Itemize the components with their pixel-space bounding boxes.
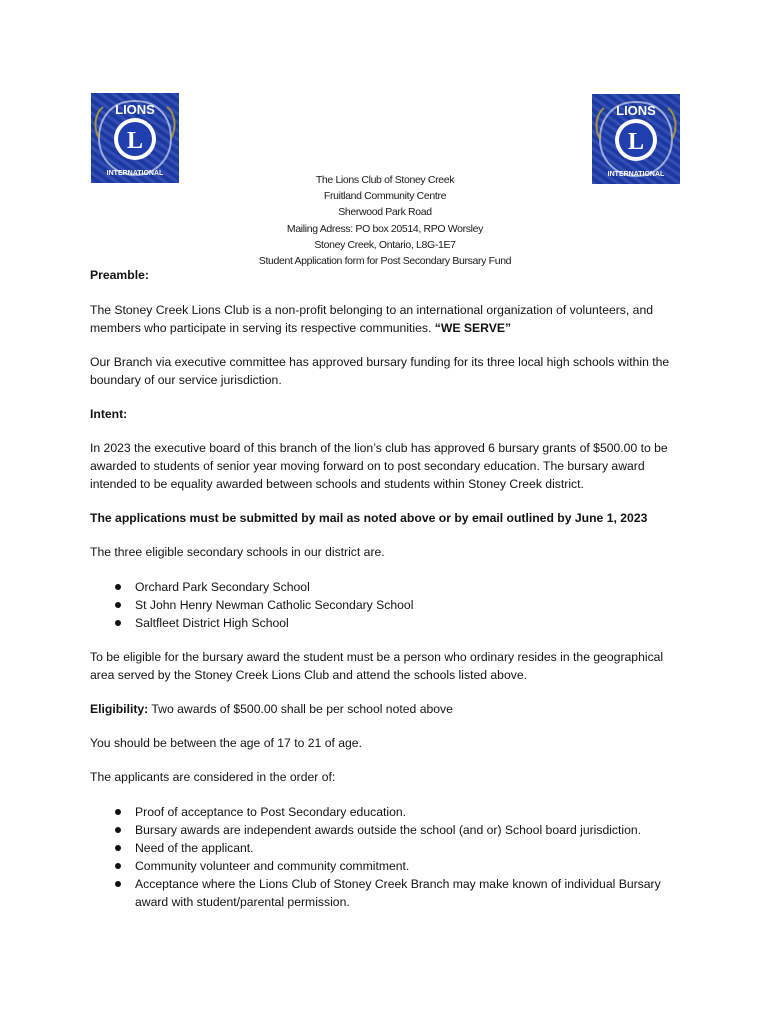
document-body bbox=[90, 266, 690, 911]
header-line-club: The Lions Club of Stoney Creek bbox=[315, 174, 455, 186]
svg-text:INTERNATIONAL: INTERNATIONAL bbox=[106, 170, 164, 177]
eligibility-paragraph bbox=[90, 700, 690, 718]
lions-emblem-icon bbox=[91, 93, 179, 183]
residency-paragraph: To be eligible for the bursary award the student must be a person who ordinary resides in the geographical area served by the Stoney Creek Lions Club and attend the schools listed above. bbox=[90, 650, 664, 682]
list-item: Proof of acceptance to Post Secondary education. bbox=[90, 803, 690, 821]
preamble-paragraph bbox=[90, 301, 690, 337]
eligibility-label: Eligibility: bbox=[90, 702, 149, 716]
motto: “WE SERVE” bbox=[434, 321, 512, 335]
list-item: Need of the applicant. bbox=[90, 839, 690, 857]
order-intro: The applicants are considered in the order of: bbox=[90, 770, 336, 784]
branch-paragraph: Our Branch via executive committee has approved bursary funding for its three local high schools within the boundary of our service jurisdiction. bbox=[90, 355, 670, 387]
list-item: Bursary awards are independent awards outside the school (and or) School board jurisdiction. bbox=[90, 821, 690, 839]
list-item: St John Henry Newman Catholic Secondary School bbox=[90, 596, 690, 614]
intent-heading: Intent: bbox=[90, 407, 128, 421]
criteria-list bbox=[90, 803, 690, 911]
list-item: Saltfleet District High School bbox=[90, 614, 690, 632]
svg-text:LIONS: LIONS bbox=[616, 103, 656, 118]
header-line-venue: Fruitland Community Centre bbox=[323, 190, 447, 203]
svg-text:L: L bbox=[627, 129, 645, 155]
deadline-notice: The applications must be submitted by mail as noted above or by email outlined by June 1, 2023 bbox=[90, 511, 648, 525]
svg-text:LIONS: LIONS bbox=[115, 102, 155, 117]
preamble-text: The Stoney Creek Lions Club is a non-profit belonging to an international organization of volunteers, and members who participate in serving its respective communities. bbox=[90, 303, 654, 335]
eligibility-text: Two awards of $500.00 shall be per school noted above bbox=[148, 702, 453, 716]
schools-intro: The three eligible secondary schools in our district are. bbox=[90, 545, 385, 559]
header-line-form-title: Student Application form for Post Secondary Bursary Fund bbox=[258, 255, 512, 268]
list-item: Community volunteer and community commitment. bbox=[90, 857, 690, 875]
svg-text:INTERNATIONAL: INTERNATIONAL bbox=[607, 171, 665, 178]
svg-text:L: L bbox=[126, 128, 144, 154]
age-requirement: You should be between the age of 17 to 21 of age. bbox=[90, 736, 362, 750]
lions-logo-left bbox=[91, 93, 179, 183]
list-item: Orchard Park Secondary School bbox=[90, 578, 690, 596]
schools-list bbox=[90, 578, 690, 632]
preamble-heading: Preamble: bbox=[90, 268, 149, 282]
list-item: Acceptance where the Lions Club of Stoney Creek Branch may make known of individual Bursary award with student/parental permission. bbox=[90, 875, 690, 911]
lions-logo-right bbox=[592, 94, 680, 184]
header-line-city: Stoney Creek, Ontario, L8G-1E7 bbox=[314, 238, 456, 251]
letterhead bbox=[200, 172, 570, 269]
lions-emblem-icon bbox=[592, 94, 680, 184]
intent-paragraph: In 2023 the executive board of this branch of the lion’s club has approved 6 bursary grants of $500.00 to be awarded to students of senior year moving forward on to post secondary education. The bursary award intended to be equality awarded between schools and students within Stoney Creek district. bbox=[90, 441, 668, 491]
header-line-mailing: Mailing Adress: PO box 20514, RPO Worsley bbox=[286, 222, 484, 235]
header-line-street: Sherwood Park Road bbox=[338, 206, 432, 219]
